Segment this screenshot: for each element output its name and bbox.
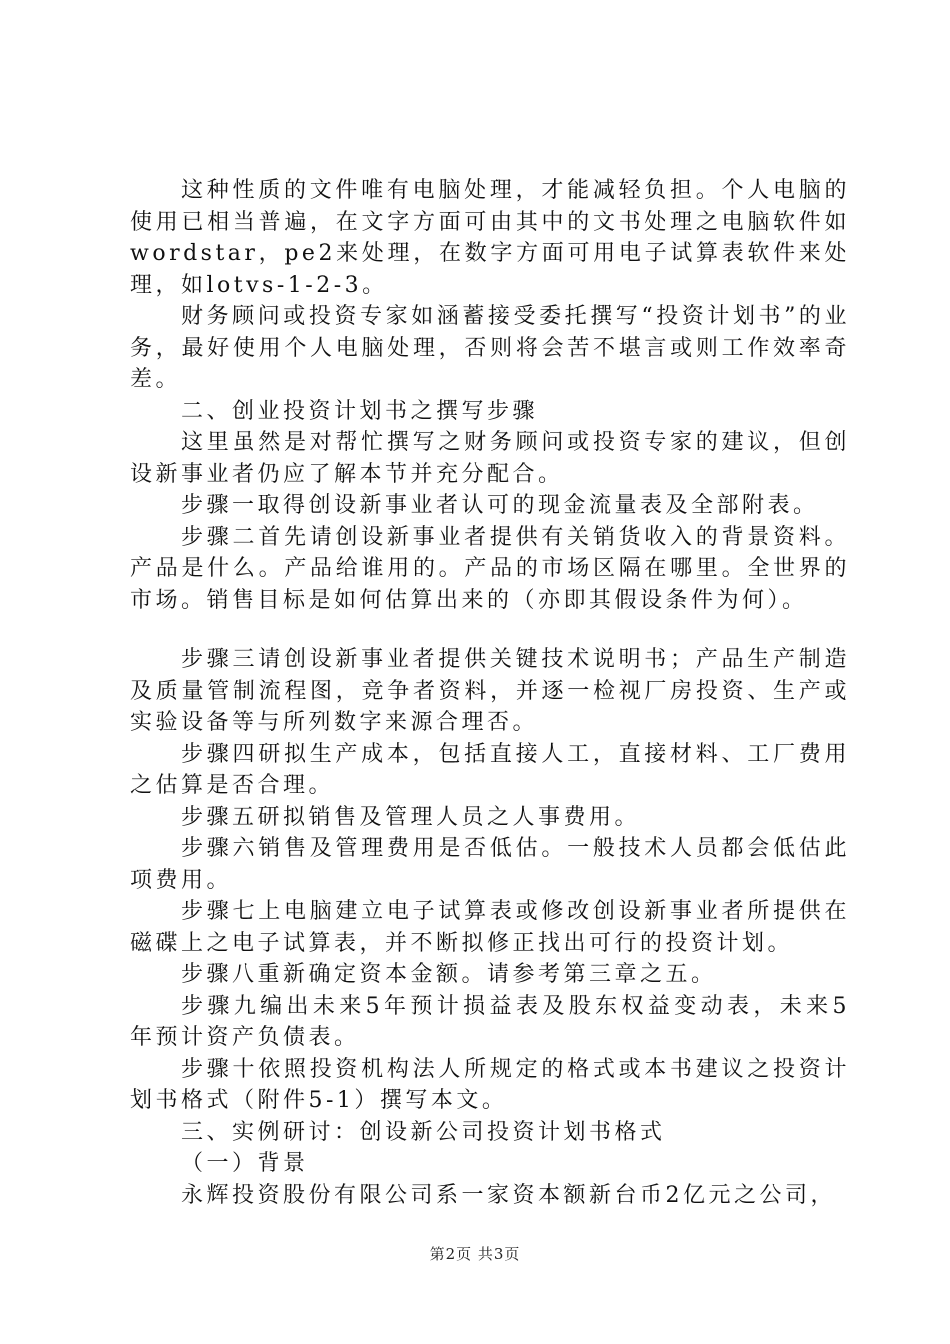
- paragraph-company-background: 永辉投资股份有限公司系一家资本额新台币2亿元之公司，: [181, 1182, 836, 1208]
- paragraph-step-7: 步骤七上电脑建立电子试算表或修改创设新事业者所提供在磁碟上之电子试算表，并不断拟修正找出可行的投资计划。: [130, 899, 850, 956]
- paragraph-spacer: [130, 616, 850, 644]
- paragraph-step-2: 步骤二首先请创设新事业者提供有关销货收入的背景资料。产品是什么。产品给谁用的。产品的市场区隔在哪里。全世界的市场。销售目标是如何估算出来的（亦即其假设条件为何）。: [130, 524, 850, 613]
- document-body: [130, 175, 850, 1211]
- paragraph-step-4: 步骤四研拟生产成本，包括直接人工，直接材料、工厂费用之估算是否合理。: [130, 741, 850, 798]
- section-heading-case-study: 三、实例研讨：创设新公司投资计划书格式: [181, 1119, 666, 1145]
- paragraph-step-9: 步骤九编出未来5年预计损益表及股东权益变动表，未来5年预计资产负债表。: [130, 993, 850, 1050]
- paragraph-computer-processing: 这种性质的文件唯有电脑处理，才能减轻负担。个人电脑的使用已相当普遍，在文字方面可由其中的文书处理之电脑软件如wordstar，pe2来处理，在数字方面可用电子试算表软件来处理，如lotvs-1-2-3。: [130, 178, 850, 298]
- paragraph-step-8: 步骤八重新确定资本金额。请参考第三章之五。: [181, 962, 717, 987]
- section-heading-writing-steps: 二、创业投资计划书之撰写步骤: [181, 398, 539, 424]
- paragraph-advice-intro: 这里虽然是对帮忙撰写之财务顾问或投资专家的建议，但创设新事业者仍应了解本节并充分配合。: [130, 430, 850, 487]
- paragraph-step-6: 步骤六销售及管理费用是否低估。一般技术人员都会低估此项费用。: [130, 836, 850, 893]
- paragraph-financial-advisor: 财务顾问或投资专家如涵蓄接受委托撰写“投资计划书”的业务，最好使用个人电脑处理，否则将会苦不堪言或则工作效率奇差。: [130, 304, 850, 392]
- paragraph-step-1: 步骤一取得创设新事业者认可的现金流量表及全部附表。: [181, 493, 819, 518]
- paragraph-step-3: 步骤三请创设新事业者提供关键技术说明书；产品生产制造及质量管制流程图，竞争者资料，并逐一检视厂房投资、生产或实验设备等与所列数字来源合理否。: [130, 647, 850, 735]
- subheading-background: （一）背景: [181, 1151, 309, 1176]
- page-number-footer: 第2页 共3页: [429, 1245, 521, 1263]
- paragraph-step-10: 步骤十依照投资机构法人所规定的格式或本书建议之投资计划书格式（附件5-1）撰写本文。: [130, 1056, 850, 1113]
- paragraph-step-5: 步骤五研拟销售及管理人员之人事费用。: [181, 804, 641, 830]
